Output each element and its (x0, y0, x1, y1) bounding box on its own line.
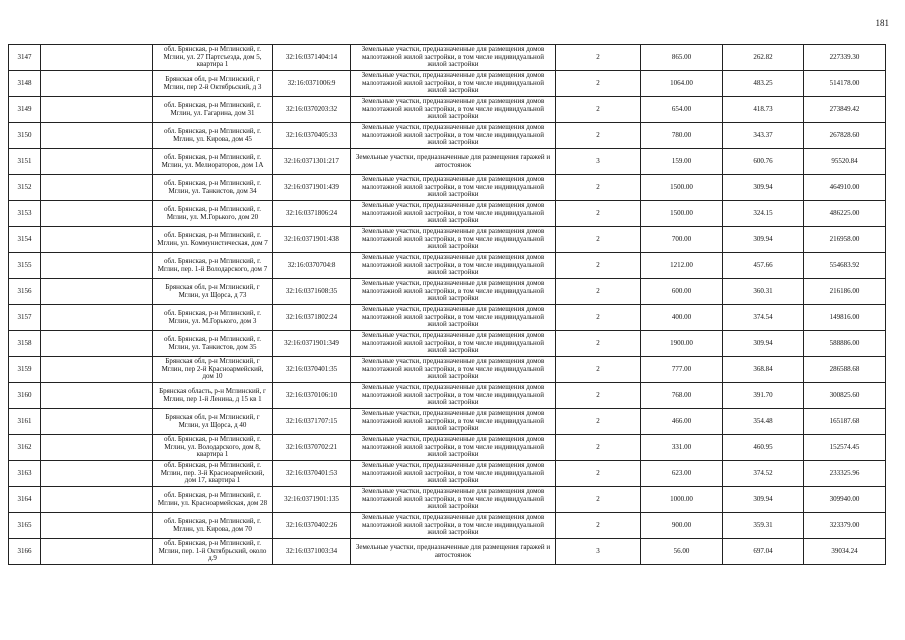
cadastral-number-cell: 32:16:0370203:32 (273, 97, 351, 123)
cadastral-value-cell: 149816.00 (804, 305, 886, 331)
blank-cell (41, 513, 153, 539)
specific-value-cell: 391.70 (723, 383, 804, 409)
table-body (9, 45, 886, 565)
blank-cell (41, 409, 153, 435)
specific-value-cell: 483.25 (723, 71, 804, 97)
cadastral-value-cell: 227339.30 (804, 45, 886, 71)
cadastral-value-cell: 286588.68 (804, 357, 886, 383)
table-row (9, 71, 886, 97)
address-cell: обл. Брянская, р-н Мглинский, г. Мглин, ул. Танкистов, дом 35 (153, 331, 273, 357)
land-use-cell: Земельные участки, предназначенные для размещения домов малоэтажной жилой застройки, в том числе индивидуальной жилой застройки (351, 227, 556, 253)
row-number: 3155 (9, 253, 41, 279)
row-number: 3161 (9, 409, 41, 435)
area-cell: 1500.00 (641, 175, 723, 201)
cadastral-number-cell: 32:16:0371006:9 (273, 71, 351, 97)
group-code-cell: 2 (556, 97, 641, 123)
land-use-cell: Земельные участки, предназначенные для размещения домов малоэтажной жилой застройки, в том числе индивидуальной жилой застройки (351, 435, 556, 461)
group-code-cell: 3 (556, 539, 641, 565)
land-use-cell: Земельные участки, предназначенные для размещения домов малоэтажной жилой застройки, в том числе индивидуальной жилой застройки (351, 487, 556, 513)
area-cell: 623.00 (641, 461, 723, 487)
group-code-cell: 2 (556, 435, 641, 461)
group-code-cell: 2 (556, 461, 641, 487)
table-row (9, 45, 886, 71)
address-cell: обл. Брянская, р-н Мглинский, г. Мглин, ул. Красноармейская, дом 28 (153, 487, 273, 513)
blank-cell (41, 383, 153, 409)
row-number: 3150 (9, 123, 41, 149)
land-use-cell: Земельные участки, предназначенные для размещения домов малоэтажной жилой застройки, в том числе индивидуальной жилой застройки (351, 383, 556, 409)
row-number: 3166 (9, 539, 41, 565)
land-use-cell: Земельные участки, предназначенные для размещения домов малоэтажной жилой застройки, в том числе индивидуальной жилой застройки (351, 513, 556, 539)
area-cell: 1500.00 (641, 201, 723, 227)
specific-value-cell: 354.48 (723, 409, 804, 435)
land-use-cell: Земельные участки, предназначенные для размещения домов малоэтажной жилой застройки, в том числе индивидуальной жилой застройки (351, 461, 556, 487)
cadastral-number-cell: 32:16:0371901:439 (273, 175, 351, 201)
cadastral-number-cell: 32:16:0371802:24 (273, 305, 351, 331)
page-number: 181 (875, 18, 889, 28)
table-row (9, 513, 886, 539)
cadastral-number-cell: 32:16:0371608:35 (273, 279, 351, 305)
cadastral-value-cell: 39034.24 (804, 539, 886, 565)
area-cell: 1000.00 (641, 487, 723, 513)
land-use-cell: Земельные участки, предназначенные для размещения домов малоэтажной жилой застройки, в том числе индивидуальной жилой застройки (351, 201, 556, 227)
area-cell: 400.00 (641, 305, 723, 331)
specific-value-cell: 460.95 (723, 435, 804, 461)
table-row (9, 201, 886, 227)
cadastral-number-cell: 32:16:0371003:34 (273, 539, 351, 565)
cadastral-number-cell: 32:16:0370702:21 (273, 435, 351, 461)
cadastral-value-cell: 309940.00 (804, 487, 886, 513)
area-cell: 700.00 (641, 227, 723, 253)
row-number: 3147 (9, 45, 41, 71)
land-use-cell: Земельные участки, предназначенные для размещения гаражей и автостоянок (351, 539, 556, 565)
specific-value-cell: 368.84 (723, 357, 804, 383)
row-number: 3165 (9, 513, 41, 539)
table-row (9, 461, 886, 487)
blank-cell (41, 539, 153, 565)
address-cell: обл. Брянская, р-н Мглинский, г. Мглин, ул. М.Горького, дом 3 (153, 305, 273, 331)
table-row (9, 227, 886, 253)
row-number: 3163 (9, 461, 41, 487)
land-use-cell: Земельные участки, предназначенные для размещения домов малоэтажной жилой застройки, в том числе индивидуальной жилой застройки (351, 71, 556, 97)
blank-cell (41, 149, 153, 175)
address-cell: обл. Брянская, р-н Мглинский, г. Мглин, ул. Танкистов, дом 34 (153, 175, 273, 201)
land-use-cell: Земельные участки, предназначенные для размещения домов малоэтажной жилой застройки, в том числе индивидуальной жилой застройки (351, 123, 556, 149)
cadastral-value-cell: 554683.92 (804, 253, 886, 279)
specific-value-cell: 600.76 (723, 149, 804, 175)
blank-cell (41, 45, 153, 71)
cadastral-value-cell: 165187.68 (804, 409, 886, 435)
cadastral-number-cell: 32:16:0371901:438 (273, 227, 351, 253)
address-cell: обл. Брянская, р-н Мглинский, г. Мглин, ул. Мелиораторов, дом 1А (153, 149, 273, 175)
blank-cell (41, 175, 153, 201)
group-code-cell: 2 (556, 357, 641, 383)
row-number: 3159 (9, 357, 41, 383)
cadastral-number-cell: 32:16:0370401:35 (273, 357, 351, 383)
row-number: 3162 (9, 435, 41, 461)
address-cell: обл. Брянская, р-н Мглинский, г. Мглин, ул. Гагарина, дом 31 (153, 97, 273, 123)
cadastral-number-cell: 32:16:0371404:14 (273, 45, 351, 71)
area-cell: 780.00 (641, 123, 723, 149)
blank-cell (41, 201, 153, 227)
group-code-cell: 2 (556, 383, 641, 409)
table-row (9, 279, 886, 305)
land-use-cell: Земельные участки, предназначенные для размещения домов малоэтажной жилой застройки, в том числе индивидуальной жилой застройки (351, 45, 556, 71)
land-use-cell: Земельные участки, предназначенные для размещения домов малоэтажной жилой застройки, в том числе индивидуальной жилой застройки (351, 97, 556, 123)
row-number: 3160 (9, 383, 41, 409)
area-cell: 900.00 (641, 513, 723, 539)
group-code-cell: 2 (556, 227, 641, 253)
specific-value-cell: 324.15 (723, 201, 804, 227)
specific-value-cell: 309.94 (723, 175, 804, 201)
blank-cell (41, 227, 153, 253)
cadastral-value-cell: 514178.00 (804, 71, 886, 97)
group-code-cell: 2 (556, 279, 641, 305)
group-code-cell: 2 (556, 123, 641, 149)
blank-cell (41, 435, 153, 461)
land-use-cell: Земельные участки, предназначенные для размещения домов малоэтажной жилой застройки, в том числе индивидуальной жилой застройки (351, 331, 556, 357)
row-number: 3148 (9, 71, 41, 97)
cadastral-value-cell: 267828.60 (804, 123, 886, 149)
table-row (9, 331, 886, 357)
row-number: 3153 (9, 201, 41, 227)
row-number: 3151 (9, 149, 41, 175)
cadastral-number-cell: 32:16:0371301:217 (273, 149, 351, 175)
table-row (9, 435, 886, 461)
cadastral-number-cell: 32:16:0371901:349 (273, 331, 351, 357)
cadastral-value-cell: 216958.00 (804, 227, 886, 253)
address-cell: обл. Брянская, р-н Мглинский, г. Мглин, ул. Кирова, дом 45 (153, 123, 273, 149)
area-cell: 56.00 (641, 539, 723, 565)
row-number: 3157 (9, 305, 41, 331)
land-use-cell: Земельные участки, предназначенные для размещения домов малоэтажной жилой застройки, в том числе индивидуальной жилой застройки (351, 253, 556, 279)
address-cell: Брянская обл, р-н Мглинский, г Мглин, пер 2-й Октябрьский, д 3 (153, 71, 273, 97)
blank-cell (41, 461, 153, 487)
address-cell: обл. Брянская, р-н Мглинский, г. Мглин, пер. 1-й Володарского, дом 7 (153, 253, 273, 279)
address-cell: обл. Брянская, р-н Мглинский, г. Мглин, ул. Володарского, дом 8, квартира 1 (153, 435, 273, 461)
table-row (9, 539, 886, 565)
specific-value-cell: 309.94 (723, 227, 804, 253)
cadastral-number-cell: 32:16:0370401:53 (273, 461, 351, 487)
area-cell: 865.00 (641, 45, 723, 71)
specific-value-cell: 309.94 (723, 331, 804, 357)
table-row (9, 383, 886, 409)
row-number: 3154 (9, 227, 41, 253)
row-number: 3164 (9, 487, 41, 513)
group-code-cell: 3 (556, 149, 641, 175)
land-use-cell: Земельные участки, предназначенные для размещения домов малоэтажной жилой застройки, в том числе индивидуальной жилой застройки (351, 357, 556, 383)
group-code-cell: 2 (556, 175, 641, 201)
address-cell: обл. Брянская, р-н Мглинский, г. Мглин, ул. 27 Партсъезда, дом 5, квартира 1 (153, 45, 273, 71)
table-row (9, 97, 886, 123)
row-number: 3158 (9, 331, 41, 357)
address-cell: обл. Брянская, р-н Мглинский, г. Мглин, ул. М.Горького, дом 20 (153, 201, 273, 227)
table-row (9, 253, 886, 279)
land-use-cell: Земельные участки, предназначенные для размещения домов малоэтажной жилой застройки, в том числе индивидуальной жилой застройки (351, 409, 556, 435)
cadastral-number-cell: 32:16:0371707:15 (273, 409, 351, 435)
specific-value-cell: 418.73 (723, 97, 804, 123)
blank-cell (41, 97, 153, 123)
area-cell: 466.00 (641, 409, 723, 435)
row-number: 3152 (9, 175, 41, 201)
address-cell: обл. Брянская, р-н Мглинский, г. Мглин, ул. Коммунистическая, дом 7 (153, 227, 273, 253)
cadastral-number-cell: 32:16:0370402:26 (273, 513, 351, 539)
area-cell: 1064.00 (641, 71, 723, 97)
area-cell: 600.00 (641, 279, 723, 305)
specific-value-cell: 359.31 (723, 513, 804, 539)
cadastral-value-cell: 486225.00 (804, 201, 886, 227)
cadastral-number-cell: 32:16:0370704:8 (273, 253, 351, 279)
cadastral-number-cell: 32:16:0371901:135 (273, 487, 351, 513)
group-code-cell: 2 (556, 513, 641, 539)
group-code-cell: 2 (556, 331, 641, 357)
table-row (9, 123, 886, 149)
row-number: 3156 (9, 279, 41, 305)
area-cell: 777.00 (641, 357, 723, 383)
cadastral-value-cell: 95520.84 (804, 149, 886, 175)
specific-value-cell: 360.31 (723, 279, 804, 305)
area-cell: 159.00 (641, 149, 723, 175)
cadastral-value-cell: 152574.45 (804, 435, 886, 461)
blank-cell (41, 357, 153, 383)
specific-value-cell: 262.82 (723, 45, 804, 71)
table-row (9, 357, 886, 383)
blank-cell (41, 123, 153, 149)
area-cell: 1900.00 (641, 331, 723, 357)
cadastral-value-cell: 216186.00 (804, 279, 886, 305)
area-cell: 768.00 (641, 383, 723, 409)
group-code-cell: 2 (556, 409, 641, 435)
land-use-cell: Земельные участки, предназначенные для размещения домов малоэтажной жилой застройки, в том числе индивидуальной жилой застройки (351, 279, 556, 305)
cadastral-value-cell: 323379.00 (804, 513, 886, 539)
land-use-cell: Земельные участки, предназначенные для размещения домов малоэтажной жилой застройки, в том числе индивидуальной жилой застройки (351, 305, 556, 331)
cadastral-value-cell: 464910.00 (804, 175, 886, 201)
blank-cell (41, 305, 153, 331)
specific-value-cell: 697.04 (723, 539, 804, 565)
address-cell: обл. Брянская, р-н Мглинский, г. Мглин, пер. 3-й Красноармейский, дом 17, квартира 1 (153, 461, 273, 487)
group-code-cell: 2 (556, 305, 641, 331)
blank-cell (41, 487, 153, 513)
area-cell: 654.00 (641, 97, 723, 123)
area-cell: 331.00 (641, 435, 723, 461)
specific-value-cell: 457.66 (723, 253, 804, 279)
land-use-cell: Земельные участки, предназначенные для размещения гаражей и автостоянок (351, 149, 556, 175)
group-code-cell: 2 (556, 71, 641, 97)
address-cell: обл. Брянская, р-н Мглинский, г. Мглин, ул. Кирова, дом 70 (153, 513, 273, 539)
table-row (9, 175, 886, 201)
address-cell: Брянская обл, р-н Мглинский, г Мглин, ул Щорса, д 73 (153, 279, 273, 305)
table-row (9, 409, 886, 435)
cadastral-value-cell: 300825.60 (804, 383, 886, 409)
blank-cell (41, 331, 153, 357)
table-row (9, 149, 886, 175)
table-row (9, 305, 886, 331)
group-code-cell: 2 (556, 487, 641, 513)
cadastral-number-cell: 32:16:0370405:33 (273, 123, 351, 149)
group-code-cell: 2 (556, 201, 641, 227)
blank-cell (41, 279, 153, 305)
specific-value-cell: 309.94 (723, 487, 804, 513)
row-number: 3149 (9, 97, 41, 123)
group-code-cell: 2 (556, 45, 641, 71)
blank-cell (41, 71, 153, 97)
cadastral-number-cell: 32:16:0370106:10 (273, 383, 351, 409)
cadastral-value-cell: 588886.00 (804, 331, 886, 357)
land-use-cell: Земельные участки, предназначенные для размещения домов малоэтажной жилой застройки, в том числе индивидуальной жилой застройки (351, 175, 556, 201)
specific-value-cell: 343.37 (723, 123, 804, 149)
cadastral-value-cell: 273849.42 (804, 97, 886, 123)
group-code-cell: 2 (556, 253, 641, 279)
cadastral-value-cell: 233325.96 (804, 461, 886, 487)
cadastral-number-cell: 32:16:0371806:24 (273, 201, 351, 227)
address-cell: Брянская обл, р-н Мглинский, г Мглин, ул Щорса, д 40 (153, 409, 273, 435)
table-row (9, 487, 886, 513)
blank-cell (41, 253, 153, 279)
address-cell: Брянская обл, р-н Мглинский, г Мглин, пер 2-й Красноармейский, дом 10 (153, 357, 273, 383)
specific-value-cell: 374.52 (723, 461, 804, 487)
area-cell: 1212.00 (641, 253, 723, 279)
address-cell: Брянская область, р-н Мглинский, г Мглин, пер 1-й Ленина, д 15 кв 1 (153, 383, 273, 409)
address-cell: обл. Брянская, р-н Мглинский, г. Мглин, пер. 1-й Октябрьский, около д.9 (153, 539, 273, 565)
specific-value-cell: 374.54 (723, 305, 804, 331)
land-registry-table (8, 44, 886, 565)
